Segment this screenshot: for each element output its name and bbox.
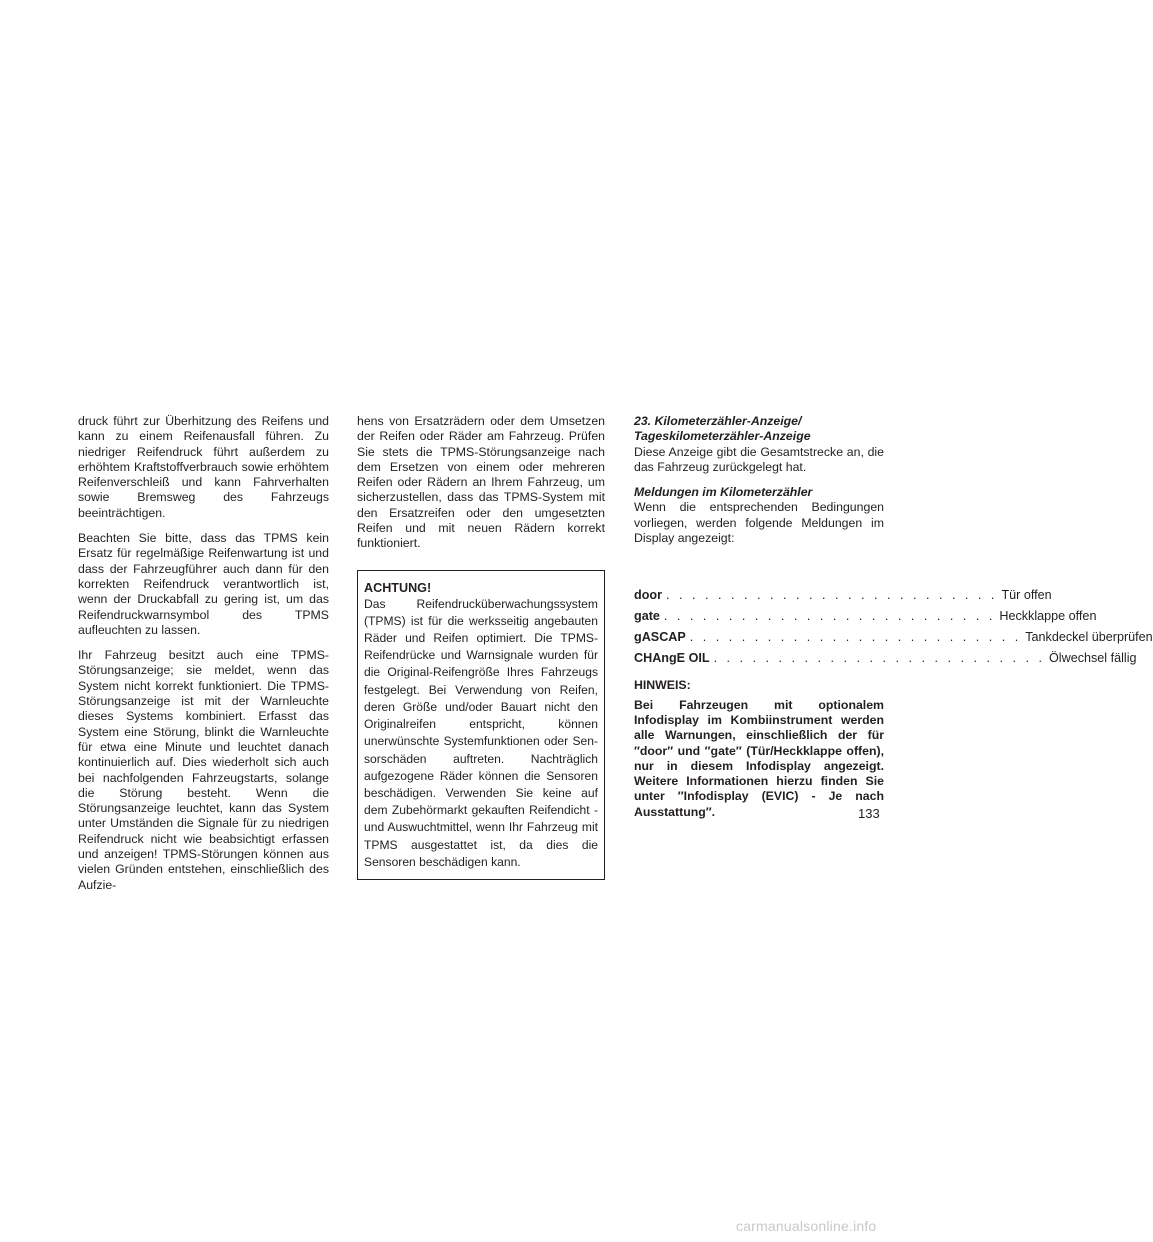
message-list <box>634 587 1153 666</box>
note-title: HINWEIS: <box>634 678 691 693</box>
warning-box <box>357 570 605 880</box>
section-heading-line1: 23. Kilometerzähler-Anzeige/ <box>634 414 802 428</box>
text-column-left <box>78 414 329 903</box>
text-column-right <box>634 414 1153 820</box>
message-meaning: Tür offen <box>1001 588 1052 603</box>
watermark: carmanualsonline.info <box>736 1218 877 1234</box>
leader-dots: . . . . . . . . . . . . . . . . . . . . . . . . . . <box>665 588 998 603</box>
message-row-door <box>634 587 1052 603</box>
leader-dots: . . . . . . . . . . . . . . . . . . . . . . . . . . <box>713 651 1046 666</box>
section-heading-line2: Tageskilometerzähler-Anzeige <box>634 429 811 444</box>
paragraph-messages-intro: Wenn die entsprechenden Bedingungen vorliegen, werden folgende Meldungen im Display angezeigt: <box>634 500 884 546</box>
message-meaning: Tankdeckel überprüfen <box>1025 630 1153 645</box>
paragraph-tpms-check: hens von Ersatzrädern oder dem Umsetzen der Reifen oder Räder am Fahrzeug. Prüfen Sie stets die TPMS-Störungsanzeige nach dem Ersetzen von einem oder mehreren Reifen oder Rädern an Ihrem Fahrzeug, um sicherzustellen, dass das TPMS-System mit den Ersatzreifen oder den umgesetzten Reifen und mit neuen Rädern korrekt funktioniert. <box>357 414 605 551</box>
paragraph-tpms-not-replacement: Beachten Sie bitte, dass das TPMS kein Ersatz für regelmäßige Reifenwartung ist und dass der Fahrzeugführer auch dann für den korrekten Reifendruck verantwortlich ist, wenn der Druckabfall zu gering ist, um das Reifendruckwarnsymbol des TPMS aufleuchten zu lassen. <box>78 531 329 637</box>
message-code: CHAngE OIL <box>634 651 710 666</box>
message-row-gate <box>634 608 1097 624</box>
text-column-middle <box>357 414 605 880</box>
message-row-gascap <box>634 629 1153 645</box>
message-meaning: Heckklappe offen <box>999 609 1097 624</box>
message-code: gASCAP <box>634 630 686 645</box>
leader-dots: . . . . . . . . . . . . . . . . . . . . . . . . . . <box>663 609 996 624</box>
message-code: gate <box>634 609 660 624</box>
message-meaning: Ölwechsel fällig <box>1049 651 1137 666</box>
paragraph-tire-overheating: druck führt zur Überhitzung des Reifens und kann zu einem Reifenausfall führen. Zu niedriger Reifendruck führt außerdem zu erhöhtem Kraftstoffverbrauch sowie erhöhtem Reifenverschleiß und kann Fahrverhalten sowie Bremsweg des Fahrzeugs beeinträchtigen. <box>78 414 329 520</box>
paragraph-odometer: Diese Anzeige gibt die Gesamtstrecke an, die das Fahrzeug zurückgelegt hat. <box>634 444 884 474</box>
leader-dots: . . . . . . . . . . . . . . . . . . . . . . . . . . <box>689 630 1022 645</box>
message-row-change-oil <box>634 650 1137 666</box>
section-heading <box>634 414 884 445</box>
warning-title: ACHTUNG! <box>364 580 432 595</box>
message-code: door <box>634 588 662 603</box>
page-number: 133 <box>858 806 880 821</box>
note-body: Bei Fahrzeugen mit optionalem Infodisplay im Kombiinstrument werden alle Warnungen, einschließlich der für ″door″ und ″gate″ (Tür/Heckklappe offen), nur in diesem Infodisplay angezeigt. Weitere Informationen hierzu finden Sie unter ″Infodisplay (EVIC) - Je nach Ausstattung″. <box>634 697 884 819</box>
paragraph-tpms-malfunction: Ihr Fahrzeug besitzt auch eine TPMS-Störungsanzeige; sie meldet, wenn das System nicht korrekt funktioniert. Die TPMS-Störungsanzeige ist mit der Warnleuchte dieses Systems kombiniert. Erfasst das System eine Störung, blinkt die Warnleuchte für etwa eine Minute und leuchtet danach kontinuierlich auf. Dies wiederholt sich auch bei nachfolgenden Fahrzeugstarts, solange die Störung besteht. Wenn die Störungsanzeige leuchtet, kann das System unter Umständen die Signale für zu niedrigen Reifendruck nicht wie beabsichtigt erfassen und anzeigen! TPMS-Störungen können aus vielen Gründen entstehen, einschließlich des Aufzie- <box>78 648 329 892</box>
subheading-messages: Meldungen im Kilometerzähler <box>634 485 813 500</box>
warning-body: Das Reifendrucküberwachungssystem (TPMS) ist für die werksseitig angebauten Räder und Reifen optimiert. Die TPMS-Reifendrücke und Warnsignale wurden für die Original-Reifengröße Ihres Fahrzeugs festgelegt. Bei Verwendung von Reifen, deren Größe und/oder Bauart nicht den Originalreifen entspricht, können unerwünschte Systemfunktionen oder Sensorschäden auftreten. Nachträglich aufgezogene Räder können die Sensoren beschädigen. Verwenden Sie keine auf dem Zubehörmarkt gekauften Reifendicht - und Auswuchtmittel, wenn Ihr Fahrzeug mit TPMS ausgestattet ist, da dies die Sensoren beschädigen kann. <box>364 596 598 869</box>
